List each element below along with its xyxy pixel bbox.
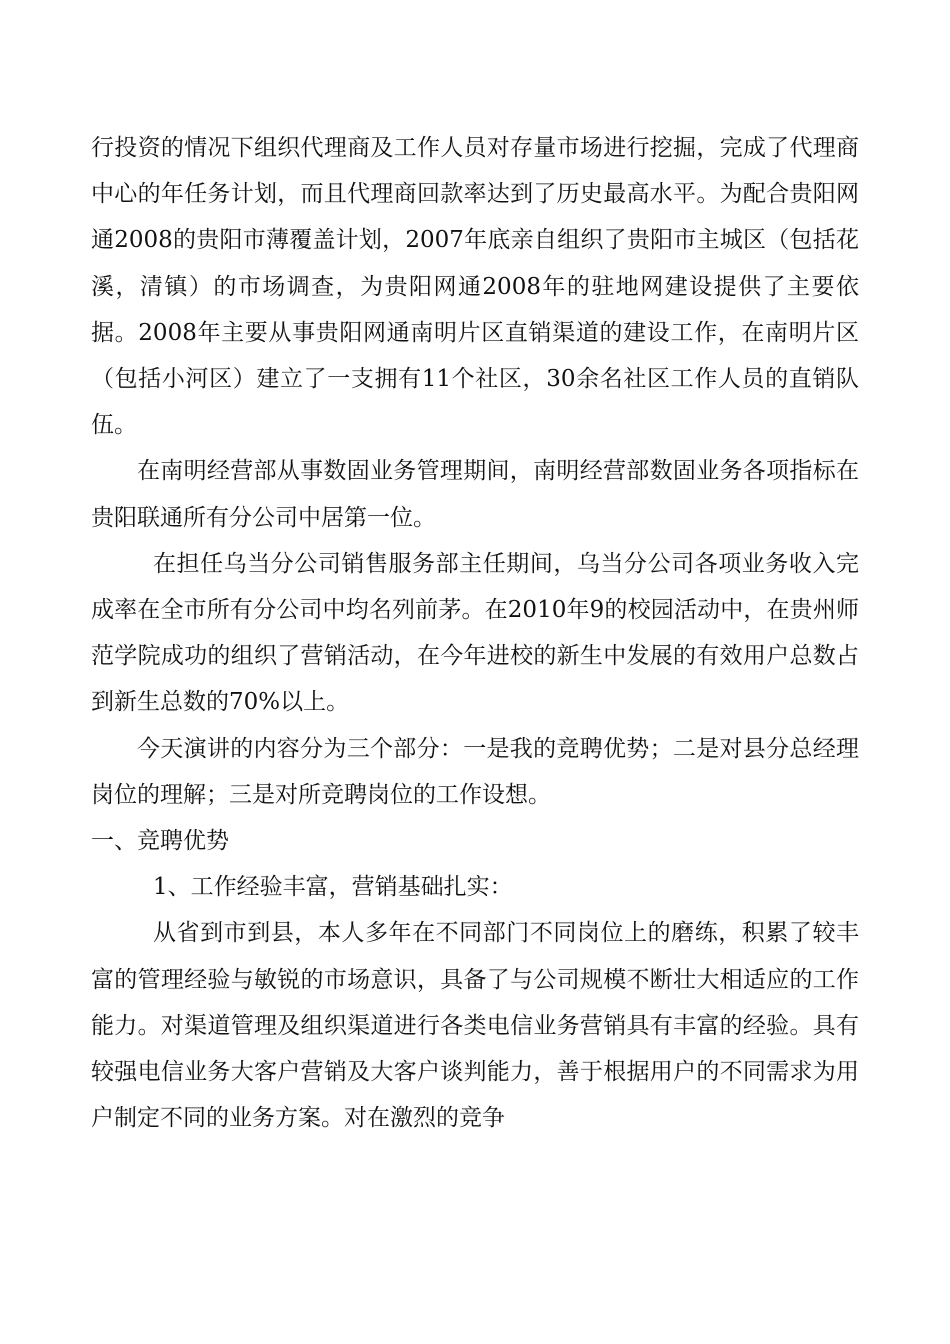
paragraph-experience-detail: 从省到市到县，本人多年在不同部门不同岗位上的磨练，积累了较丰富的管理经验与敏锐的市场意识，具备了与公司规模不断壮大相适应的工作能力。对渠道管理及组织渠道进行各类电信业务营销具有丰富的经验。具有较强电信业务大客户营销及大客户谈判能力，善于根据用户的不同需求为用户制定不同的业务方案。对在激烈的竞争 xyxy=(91,920,859,1132)
document-page xyxy=(91,125,859,1141)
paragraph-nanming-business: 在南明经营部从事数固业务管理期间，南明经营部数固业务各项指标在贵阳联通所有分公司中居第一位。 xyxy=(91,458,859,531)
paragraph-wudang-service: 在担任乌当分公司销售服务部主任期间，乌当分公司各项业务收入完成率在全市所有分公司中均名列前茅。在2010年9的校园活动中，在贵州师范学院成功的组织了营销活动，在今年进校的新生中发展的有效用户总数占到新生总数的70%以上。 xyxy=(91,550,859,716)
section-heading-advantages: 一、竞聘优势 xyxy=(91,828,229,855)
subsection-heading-experience: 1、工作经验丰富，营销基础扎实： xyxy=(153,874,513,901)
paragraph-investment-summary: 行投资的情况下组织代理商及工作人员对存量市场进行挖掘，完成了代理商中心的年任务计划，而且代理商回款率达到了历史最高水平。为配合贵阳网通2008的贵阳市薄覆盖计划，2007年底亲自组织了贵阳市主城区（包括花溪，清镇）的市场调查，为贵阳网通2008年的驻地网建设提供了主要依据。2008年主要从事贵阳网通南明片区直销渠道的建设工作，在南明片区（包括小河区）建立了一支拥有11个社区，30余名社区工作人员的直销队伍。 xyxy=(91,135,859,439)
paragraph-speech-outline: 今天演讲的内容分为三个部分：一是我的竞聘优势；二是对县分总经理岗位的理解；三是对所竞聘岗位的工作设想。 xyxy=(91,735,859,808)
